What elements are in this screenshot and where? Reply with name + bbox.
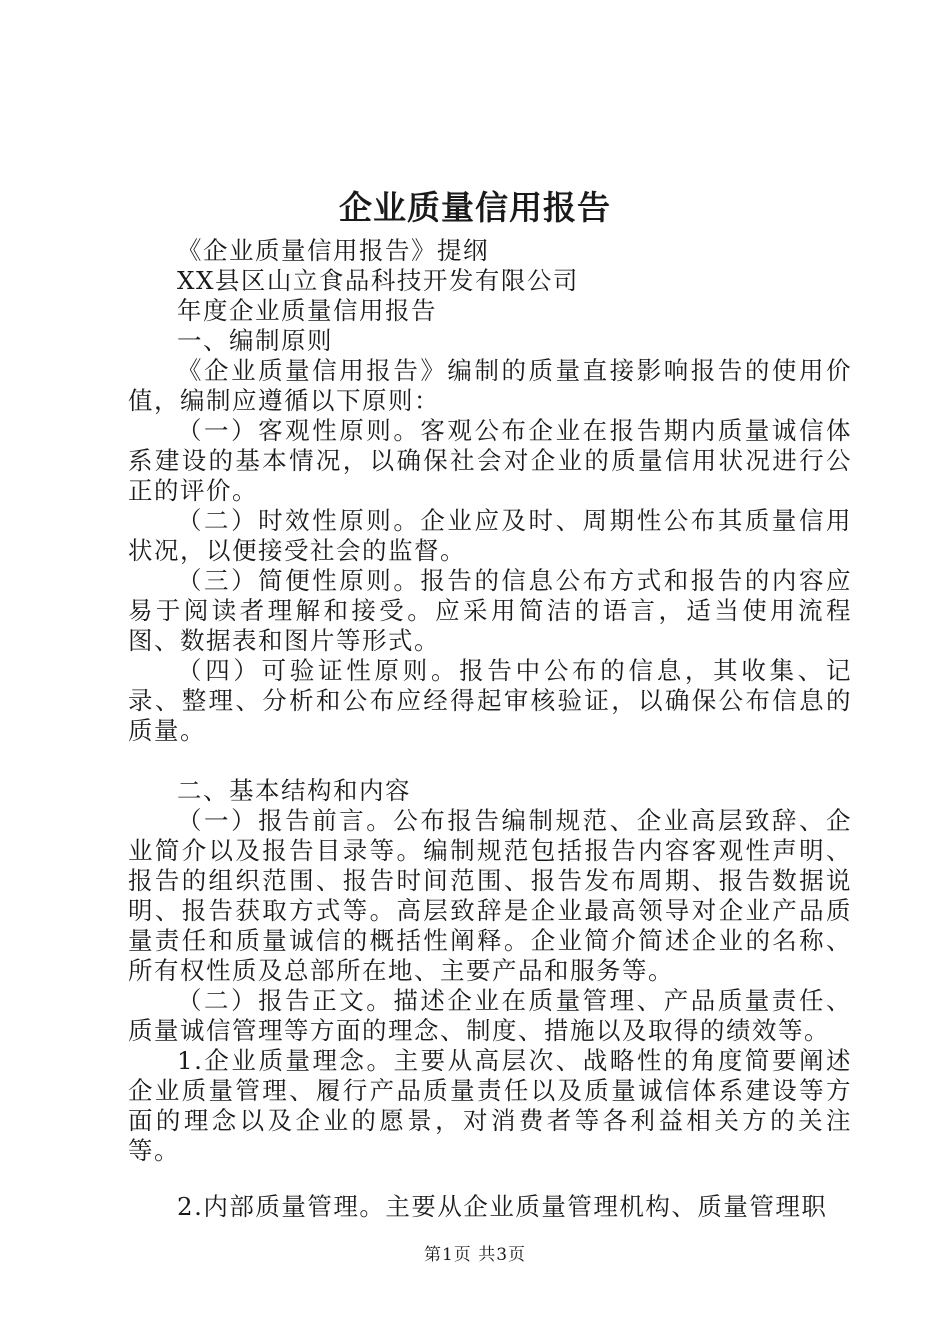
- paragraph-outline-heading: 《企业质量信用报告》提纲: [177, 236, 489, 265]
- paragraph-principle-simplicity: （三）简便性原则。报告的信息公布方式和报告的内容应易于阅读者理解和接受。应采用简洁的语言，适当使用流程图、数据表和图片等形式。: [128, 566, 852, 655]
- page-footer: 第1页 共3页: [423, 1245, 527, 1265]
- document-body: [128, 236, 852, 1222]
- paragraph-company-name: XX县区山立食品科技开发有限公司: [177, 266, 579, 295]
- paragraph-internal-quality-management: 2.内部质量管理。主要从企业质量管理机构、质量管理职: [177, 1192, 828, 1221]
- paragraph-principle-timeliness: （二）时效性原则。企业应及时、周期性公布其质量信用状况，以便接受社会的监督。: [128, 506, 852, 565]
- paragraph-report-main-body: （二）报告正文。描述企业在质量管理、产品质量责任、质量诚信管理等方面的理念、制度、措施以及取得的绩效等。: [128, 986, 852, 1045]
- paragraph-report-name: 年度企业质量信用报告: [177, 296, 437, 325]
- document-title: 企业质量信用报告: [339, 188, 611, 227]
- paragraph-report-preface: （一）报告前言。公布报告编制规范、企业高层致辞、企业简介以及报告目录等。编制规范包括报告内容客观性声明、报告的组织范围、报告时间范围、报告发布周期、报告数据说明、报告获取方式等。高层致辞是企业最高领导对企业产品质量责任和质量诚信的概括性阐释。企业简介简述企业的名称、所有权性质及总部所在地、主要产品和服务等。: [128, 806, 852, 985]
- section-heading-principles: 一、编制原则: [177, 326, 333, 355]
- paragraph-principle-verifiability: （四）可验证性原则。报告中公布的信息，其收集、记录、整理、分析和公布应经得起审核验证，以确保公布信息的质量。: [128, 656, 852, 745]
- paragraph-principles-intro: 《企业质量信用报告》编制的质量直接影响报告的使用价值，编制应遵循以下原则：: [128, 356, 852, 415]
- paragraph-principle-objectivity: （一）客观性原则。客观公布企业在报告期内质量诚信体系建设的基本情况，以确保社会对企业的质量信用状况进行公正的评价。: [128, 416, 852, 505]
- section-heading-structure: 二、基本结构和内容: [177, 776, 411, 805]
- paragraph-quality-philosophy: 1.企业质量理念。主要从高层次、战略性的角度简要阐述企业质量管理、履行产品质量责任以及质量诚信体系建设等方面的理念以及企业的愿景，对消费者等各利益相关方的关注等。: [128, 1046, 852, 1165]
